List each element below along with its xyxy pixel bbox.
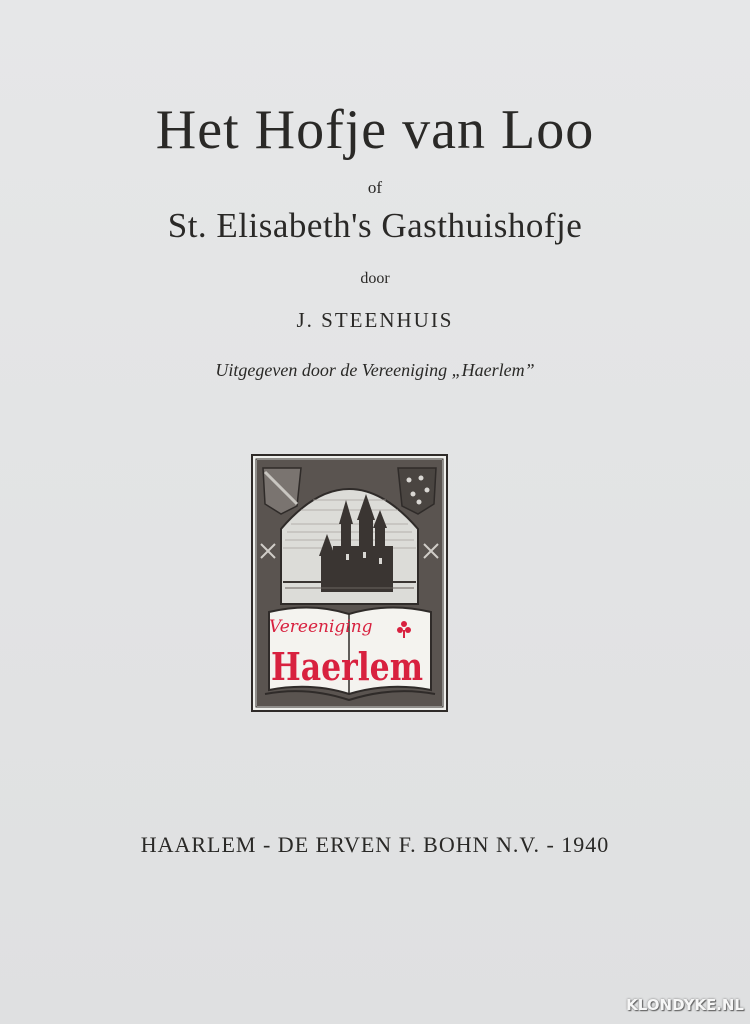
imprint-line: HAARLEM - DE ERVEN F. BOHN N.V. - 1940 [140, 832, 610, 857]
book-title: Het Hofje van Loo [155, 99, 595, 161]
by-label: door [360, 270, 390, 287]
title-connector: of [367, 178, 383, 197]
emblem-banner-top: Vereeniging [269, 617, 373, 637]
watermark-logo: KLONDYKE.NL [626, 996, 744, 1014]
book-subtitle: St. Elisabeth's Gasthuishofje [167, 206, 583, 245]
emblem-banner-bottom: Haerlem [271, 644, 423, 689]
author-name: J. STEENHUIS [296, 308, 454, 332]
publisher-line: Uitgegeven door de Vereeniging „Haerlem” [215, 360, 535, 380]
society-emblem [251, 454, 448, 712]
